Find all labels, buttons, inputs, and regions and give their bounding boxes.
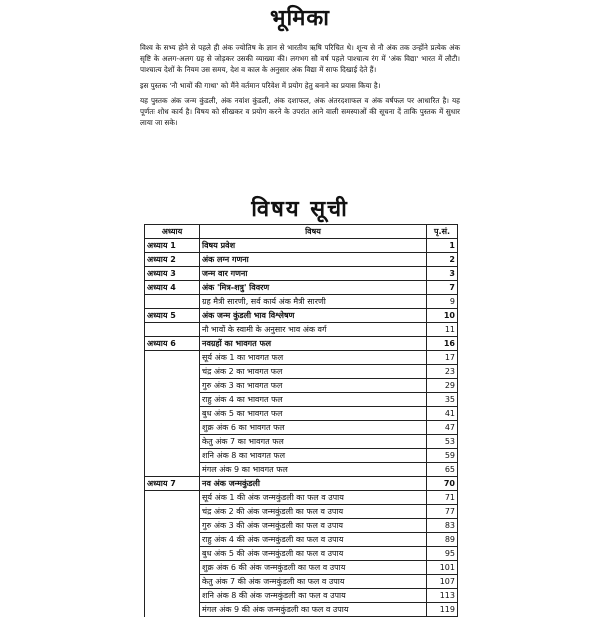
page-heading: भूमिका (270, 6, 330, 31)
toc-chapter-cell: अध्याय 1 (145, 239, 200, 253)
toc-chapter-cell (145, 491, 200, 505)
toc-topic-cell: शनि अंक 8 का भावगत फल (200, 449, 427, 463)
toc-page-cell: 70 (427, 477, 458, 491)
toc-row (145, 337, 458, 351)
toc-row (145, 365, 458, 379)
toc-page-cell: 59 (427, 449, 458, 463)
toc-page-cell: 29 (427, 379, 458, 393)
toc-topic-cell: नवग्रहों का भावगत फल (200, 337, 427, 351)
toc-row (145, 295, 458, 309)
toc-chapter-cell (145, 505, 200, 519)
header-chapter: अध्याय (145, 225, 200, 239)
toc-page-cell: 113 (427, 589, 458, 603)
toc-row (145, 603, 458, 617)
toc-page-cell: 9 (427, 295, 458, 309)
toc-topic-cell: सूर्य अंक 1 की अंक जन्मकुंडली का फल व उपाय (200, 491, 427, 505)
toc-row (145, 561, 458, 575)
toc-chapter-cell (145, 463, 200, 477)
toc-row (145, 463, 458, 477)
toc-topic-cell: शुक्र अंक 6 का भावगत फल (200, 421, 427, 435)
toc-row (145, 575, 458, 589)
toc-chapter-cell (145, 421, 200, 435)
toc-chapter-cell (145, 547, 200, 561)
toc-topic-cell: केतु अंक 7 की अंक जन्मकुंडली का फल व उपाय (200, 575, 427, 589)
toc-row (145, 589, 458, 603)
toc-page-cell: 16 (427, 337, 458, 351)
toc-topic-cell: अंक 'मित्र-शत्रु' विवरण (200, 281, 427, 295)
toc-title: विषय सूची (251, 197, 349, 222)
toc-page-cell: 101 (427, 561, 458, 575)
toc-row (145, 505, 458, 519)
toc-topic-cell: राहु अंक 4 का भावगत फल (200, 393, 427, 407)
toc-topic-cell: नव अंक जन्मकुंडली (200, 477, 427, 491)
toc-row (145, 393, 458, 407)
toc-row (145, 477, 458, 491)
header-topic: विषय (200, 225, 427, 239)
toc-topic-cell: चंद्र अंक 2 का भावगत फल (200, 365, 427, 379)
toc-topic-cell: बुध अंक 5 की अंक जन्मकुंडली का फल व उपाय (200, 547, 427, 561)
toc-topic-cell: शनि अंक 8 की अंक जन्मकुंडली का फल व उपाय (200, 589, 427, 603)
toc-topic-cell: अंक लग्न गणना (200, 253, 427, 267)
toc-chapter-cell (145, 379, 200, 393)
toc-chapter-cell: अध्याय 3 (145, 267, 200, 281)
toc-page-cell: 107 (427, 575, 458, 589)
toc-topic-cell: नौ भावों के स्वामी के अनुसार भाव अंक वर्ग (200, 323, 427, 337)
toc-row (145, 421, 458, 435)
toc-topic-cell: विषय प्रवेश (200, 239, 427, 253)
intro-text (140, 42, 460, 132)
toc-chapter-cell (145, 603, 200, 617)
toc-chapter-cell (145, 393, 200, 407)
toc-topic-cell: मंगल अंक 9 का भावगत फल (200, 463, 427, 477)
toc-chapter-cell (145, 519, 200, 533)
toc-body (145, 239, 458, 617)
toc-row (145, 449, 458, 463)
toc-chapter-cell (145, 575, 200, 589)
toc-row (145, 351, 458, 365)
toc-chapter-cell (145, 533, 200, 547)
toc-topic-cell: अंक जन्म कुंडली भाव विश्लेषण (200, 309, 427, 323)
toc-page-cell: 23 (427, 365, 458, 379)
toc-chapter-cell (145, 449, 200, 463)
toc-row (145, 239, 458, 253)
toc-topic-cell: राहु अंक 4 की अंक जन्मकुंडली का फल व उपाय (200, 533, 427, 547)
toc-topic-cell: सूर्य अंक 1 का भावगत फल (200, 351, 427, 365)
toc-page-cell: 47 (427, 421, 458, 435)
toc-chapter-cell (145, 589, 200, 603)
toc-topic-cell: मंगल अंक 9 की अंक जन्मकुंडली का फल व उपाय (200, 603, 427, 617)
toc-topic-cell: केतु अंक 7 का भावगत फल (200, 435, 427, 449)
toc-page-cell: 1 (427, 239, 458, 253)
toc-row (145, 407, 458, 421)
toc-page-cell: 95 (427, 547, 458, 561)
toc-page-cell: 7 (427, 281, 458, 295)
toc-topic-cell: गुरु अंक 3 की अंक जन्मकुंडली का फल व उपाय (200, 519, 427, 533)
toc-page-cell: 2 (427, 253, 458, 267)
toc-topic-cell: चंद्र अंक 2 की अंक जन्मकुंडली का फल व उपाय (200, 505, 427, 519)
intro-paragraph: यह पुस्तक अंक जन्म कुंडली, अंक नवांश कुंडली, अंक दशाफल, अंक अंतरदशाफल व अंक वर्षफल पर आधारित है। यह पूर्णतः शोध कार्य है। विषय को सीखकर व प्रयोग करने के उपरांत आने वाली समस्याओं की सूचना दें ताकि पुस्तक में सुधार लाया जा सके। (140, 95, 460, 128)
toc-row (145, 253, 458, 267)
toc-row (145, 281, 458, 295)
toc-page-cell: 89 (427, 533, 458, 547)
toc-row (145, 267, 458, 281)
toc-topic-cell: शुक्र अंक 6 की अंक जन्मकुंडली का फल व उपाय (200, 561, 427, 575)
toc-chapter-cell: अध्याय 2 (145, 253, 200, 267)
toc-chapter-cell: अध्याय 6 (145, 337, 200, 351)
toc-table (144, 224, 458, 617)
toc-header-row (145, 225, 458, 239)
toc-chapter-cell (145, 365, 200, 379)
intro-paragraph: इस पुस्तक 'नौ भावों की गाथा' को मैंने वर्तमान परिवेश में प्रयोग हेतु बनाने का प्रयास किया है। (140, 80, 381, 90)
header-page: पृ.सं. (427, 225, 458, 239)
toc-chapter-cell (145, 435, 200, 449)
toc-topic-cell: गुरु अंक 3 का भावगत फल (200, 379, 427, 393)
toc-chapter-cell (145, 295, 200, 309)
toc-chapter-cell: अध्याय 4 (145, 281, 200, 295)
toc-row (145, 435, 458, 449)
toc-row (145, 533, 458, 547)
toc-topic-cell: ग्रह मैत्री सारणी, सर्व कार्य अंक मैत्री सारणी (200, 295, 427, 309)
toc-page-cell: 65 (427, 463, 458, 477)
toc-row (145, 491, 458, 505)
toc-chapter-cell: अध्याय 7 (145, 477, 200, 491)
toc-chapter-cell: अध्याय 5 (145, 309, 200, 323)
toc-row (145, 547, 458, 561)
toc-topic-cell: जन्म वार गणना (200, 267, 427, 281)
toc-row (145, 379, 458, 393)
toc-row (145, 309, 458, 323)
toc-chapter-cell (145, 351, 200, 365)
toc-page-cell: 83 (427, 519, 458, 533)
toc-page-cell: 35 (427, 393, 458, 407)
toc-topic-cell: बुध अंक 5 का भावगत फल (200, 407, 427, 421)
toc-page-cell: 3 (427, 267, 458, 281)
toc-page-cell: 11 (427, 323, 458, 337)
toc-row (145, 519, 458, 533)
toc-page-cell: 119 (427, 603, 458, 617)
toc-page-cell: 41 (427, 407, 458, 421)
toc-chapter-cell (145, 561, 200, 575)
toc-page-cell: 53 (427, 435, 458, 449)
toc-chapter-cell (145, 407, 200, 421)
toc-row (145, 323, 458, 337)
toc-page-cell: 77 (427, 505, 458, 519)
toc-page-cell: 10 (427, 309, 458, 323)
intro-paragraph: विश्व के सभ्य होने से पहले ही अंक ज्योतिष के ज्ञान से भारतीय ऋषि परिचित थे। शून्य से नौ अंक तक उन्होंने प्रत्येक अंक सृष्टि के अलग-अलग ग्रह से जोड़कर उसकी व्याख्या की। लगभग सौ वर्ष पहले पाश्चात्य रंग में 'अंक विद्या' भारत में लौटी। पाश्चात्य देशों के नियम उस समय, देश व काल के अनुसार अंक विद्या में साफ दिखाई देते हैं। (140, 43, 460, 75)
toc-page-cell: 17 (427, 351, 458, 365)
toc-chapter-cell (145, 323, 200, 337)
toc-page-cell: 71 (427, 491, 458, 505)
